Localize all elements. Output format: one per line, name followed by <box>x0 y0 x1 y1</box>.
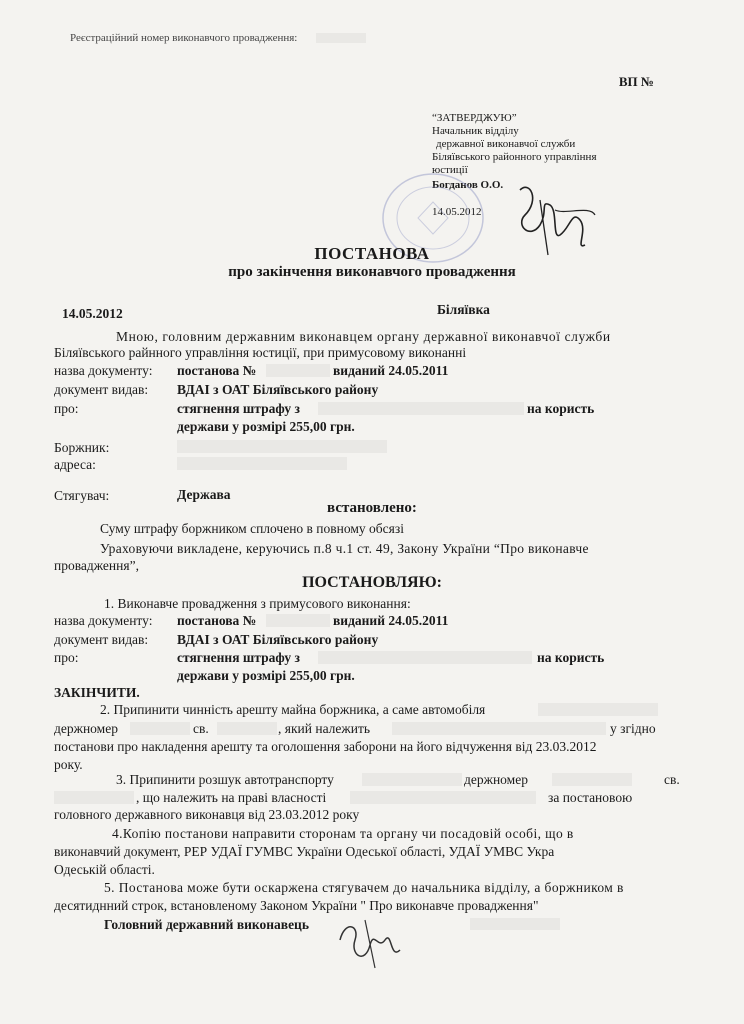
doc2-issued-label: документ видав: <box>54 632 149 647</box>
doc2-name-label: назва документу: <box>54 613 153 628</box>
redacted-block <box>538 703 658 716</box>
established-heading: встановлено: <box>327 500 417 516</box>
redacted-block <box>350 791 536 804</box>
consider-line-1: Ураховуючи викладене, керуючись п.8 ч.1 ст. 49, Закону України “Про виконавче <box>100 541 589 556</box>
approval-service: державної виконавчої служби <box>436 138 576 150</box>
doc2-about-value: стягнення штрафу з <box>177 650 300 665</box>
document-place: Біляївка <box>437 302 490 317</box>
item3-line-1b: держномер <box>464 772 528 787</box>
document-subtitle: про закінчення виконавчого провадження <box>228 264 516 280</box>
doc1-issued-label: документ видав: <box>54 382 149 397</box>
redacted-block <box>362 773 462 786</box>
item3-line-2b: за постановою <box>548 790 633 805</box>
doc1-name-date: виданий 24.05.2011 <box>333 363 449 378</box>
redacted-block <box>130 722 190 735</box>
registration-number-label: Реєстраційний номер виконавчого провадження: <box>70 32 298 44</box>
signature-label: Головний державний виконавець <box>104 917 309 932</box>
enforcement-number: ВП № <box>618 74 654 89</box>
approval-department: Біляївського районного управління <box>432 151 597 163</box>
doc1-about-benefit: на користь <box>527 401 595 416</box>
item2-line-2b: св. <box>193 721 209 736</box>
item2-line-1: 2. Припинити чинність арешту майна боржника, а саме автомобіля <box>100 702 486 717</box>
item3-line-2a: , що належить на праві власності <box>136 790 327 805</box>
redacted-block <box>266 614 330 627</box>
document-title: ПОСТАНОВА <box>314 244 430 263</box>
doc1-about-value: стягнення штрафу з <box>177 401 300 416</box>
doc2-issued-value: ВДАІ з ОАТ Біляївського району <box>177 632 379 647</box>
doc1-about-label: про: <box>54 401 79 416</box>
item2-line-4: року. <box>54 757 83 772</box>
item4-line-1: 4.Копію постанови направити сторонам та органу чи посадовій особі, що в <box>112 826 574 841</box>
redacted-block <box>54 791 134 804</box>
document-date: 14.05.2012 <box>62 306 123 321</box>
finish-heading: ЗАКІНЧИТИ. <box>54 685 140 700</box>
intro-line-1: Мною, головним державним виконавцем органу державної виконавчої служби <box>116 329 611 344</box>
creditor-label: Стягувач: <box>54 488 110 503</box>
item4-line-2: виконавчий документ, РЕР УДАЇ ГУМВС України Одеської області, УДАЇ УМВС Укра <box>54 844 555 859</box>
item3-line-1a: 3. Припинити розшук автотранспорту <box>116 772 334 787</box>
redacted-block <box>392 722 606 735</box>
approval-heading: “ЗАТВЕРДЖУЮ” <box>432 112 517 124</box>
doc1-about-amount: держави у розмірі 255,00 грн. <box>177 419 355 434</box>
item5-line-1: 5. Постанова може бути оскаржена стягувачем до начальника відділу, а боржником в <box>104 880 624 895</box>
doc2-about-amount: держави у розмірі 255,00 грн. <box>177 668 355 683</box>
item2-line-2c: , який належить <box>278 721 371 736</box>
executor-signature <box>330 910 420 970</box>
doc1-issued-value: ВДАІ з ОАТ Біляївського району <box>177 382 379 397</box>
redacted-block <box>266 364 330 377</box>
consider-line-2: провадження”, <box>54 558 139 573</box>
approval-justice: юстиції <box>432 164 468 176</box>
item2-line-3: постанови про накладення арешту та оголошення заборони на його відчуження від 23.03.2012 <box>54 739 597 754</box>
creditor-value: Держава <box>177 487 231 502</box>
doc1-name-value: постанова № <box>177 363 257 378</box>
redacted-block <box>316 33 366 43</box>
resolve-heading: ПОСТАНОВЛЯЮ: <box>302 574 442 591</box>
doc2-about-benefit: на користь <box>537 650 605 665</box>
redacted-block <box>318 651 532 664</box>
redacted-block <box>177 457 347 470</box>
approval-name: Богданов О.О. <box>432 179 504 191</box>
redacted-block <box>318 402 524 415</box>
item4-line-3: Одеській області. <box>54 862 155 877</box>
redacted-block <box>217 722 277 735</box>
approval-position: Начальник відділу <box>432 125 519 137</box>
item1-intro: 1. Виконавче провадження з примусового виконання: <box>104 596 411 611</box>
item2-line-2d: у згідно <box>610 721 656 736</box>
doc2-name-date: виданий 24.05.2011 <box>333 613 449 628</box>
doc1-name-label: назва документу: <box>54 363 153 378</box>
address-label: адреса: <box>54 457 96 472</box>
doc2-name-value: постанова № <box>177 613 257 628</box>
item2-line-2a: держномер <box>54 721 118 736</box>
intro-line-2: Біляївського райнного управління юстиції, при примусовому виконанні <box>54 345 467 360</box>
item5-line-2: десятиднний строк, встановленому Законом України " Про виконавче провадження" <box>54 898 539 913</box>
debtor-label: Боржник: <box>54 440 110 455</box>
paid-text: Суму штрафу боржником сплочено в повному обсязі <box>100 521 404 536</box>
doc2-about-label: про: <box>54 650 79 665</box>
item3-line-1c: св. <box>664 772 680 787</box>
redacted-block <box>177 440 387 453</box>
redacted-block <box>552 773 632 786</box>
approval-date: 14.05.2012 <box>432 206 482 218</box>
redacted-block <box>470 918 560 930</box>
item3-line-3: головного державного виконавця від 23.03.2012 року <box>54 807 360 822</box>
